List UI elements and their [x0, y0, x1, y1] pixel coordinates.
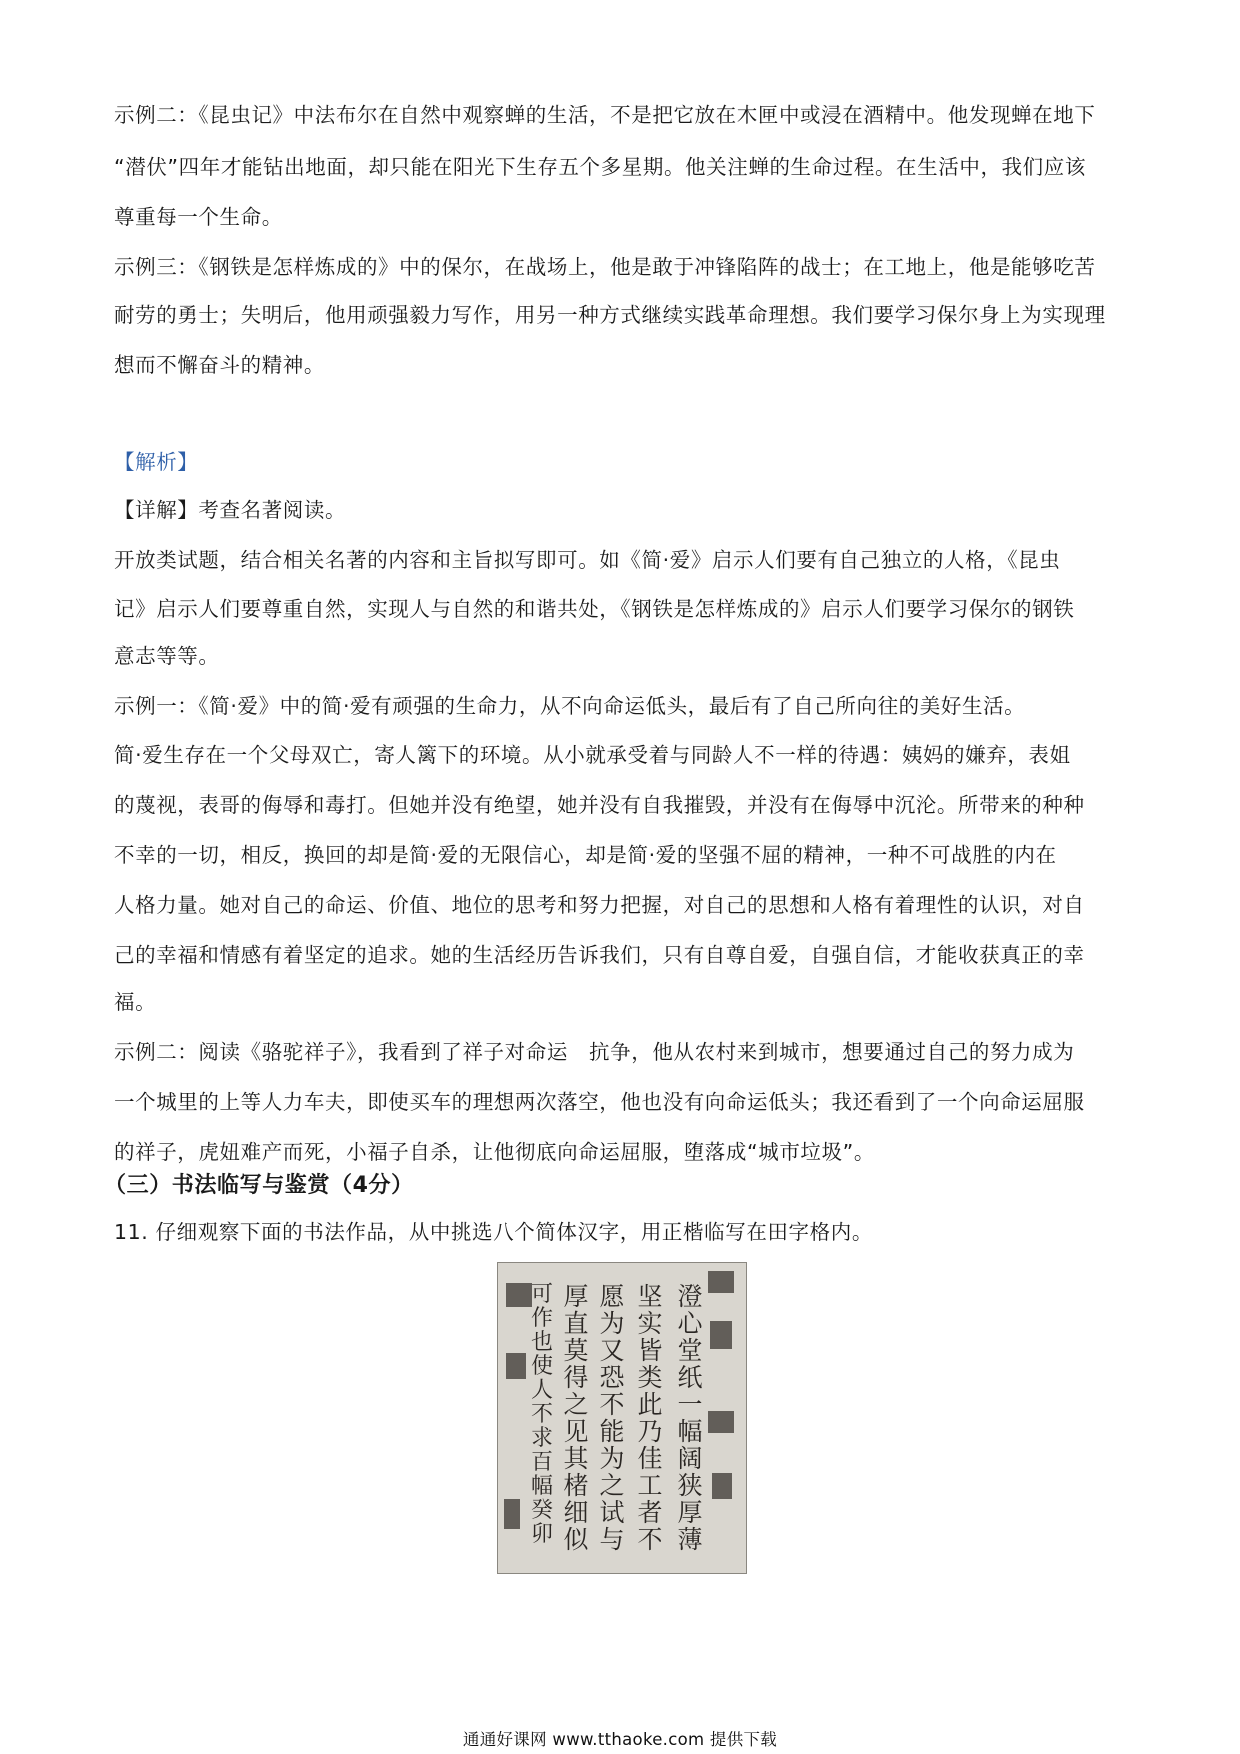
detail-heading: 【详解】考查名著阅读。: [114, 498, 347, 522]
paragraph-line: 己的幸福和情感有着坚定的追求。她的生活经历告诉我们，只有自尊自爱，自强自信，才能收获真正的幸: [114, 943, 1085, 967]
calligraphy-column: 愿为又恐不能为之试与: [599, 1282, 625, 1554]
seal-stamp: [712, 1473, 732, 1499]
calligraphy-image: [497, 1262, 747, 1574]
paragraph-line: 尊重每一个生命。: [114, 205, 283, 229]
paragraph-line: 一个城里的上等人力车夫，即使买车的理想两次落空，他也没有向命运低头；我还看到了一个向命运屈服: [114, 1090, 1085, 1114]
seal-stamp: [504, 1499, 520, 1529]
seal-stamp: [708, 1411, 734, 1433]
calligraphy-column: 可作也使人不求百幅癸卯: [530, 1282, 553, 1547]
paragraph-line: “潜伏”四年才能钻出地面，却只能在阳光下生存五个多星期。他关注蝉的生命过程。在生活中，我们应该: [114, 155, 1086, 179]
paragraph-line: 人格力量。她对自己的命运、价值、地位的思考和努力把握，对自己的思想和人格有着理性的认识，对自: [114, 893, 1085, 917]
paragraph-line: 示例三：《钢铁是怎样炼成的》中的保尔，在战场上，他是敢于冲锋陷阵的战士；在工地上，他是能够吃苦: [114, 255, 1096, 279]
paragraph-line: 想而不懈奋斗的精神。: [114, 353, 325, 377]
question-text: 11. 仔细观察下面的书法作品，从中挑选八个简体汉字，用正楷临写在田字格内。: [114, 1220, 873, 1244]
seal-stamp: [506, 1353, 526, 1379]
calligraphy-column: 坚实皆类此乃佳工者不: [637, 1282, 663, 1554]
paragraph-line: 记》启示人们要尊重自然，实现人与自然的和谐共处，《钢铁是怎样炼成的》启示人们要学习保尔的钢铁: [114, 597, 1075, 621]
seal-stamp: [708, 1271, 734, 1293]
paragraph-line: 示例二：《昆虫记》中法布尔在自然中观察蝉的生活，不是把它放在木匣中或浸在酒精中。他发现蝉在地下: [114, 103, 1096, 127]
paragraph-line: 福。: [114, 990, 157, 1014]
page-footer: 通通好课网 www.tthaoke.com 提供下载: [462, 1730, 778, 1749]
calligraphy-column: 厚直莫得之见其楮细似: [563, 1282, 589, 1554]
seal-stamp: [710, 1321, 732, 1349]
calligraphy-column: 澄心堂纸一幅阔狭厚薄: [677, 1282, 703, 1554]
paragraph-line: 示例二：阅读《骆驼祥子》，我看到了祥子对命运 抗争，他从农村来到城市，想要通过自己的努力成为: [114, 1040, 1075, 1064]
paragraph-line: 简·爱生存在一个父母双亡，寄人篱下的环境。从小就承受着与同龄人不一样的待遇：姨妈的嫌弃，表姐: [114, 743, 1071, 767]
paragraph-line: 示例一：《简·爱》中的简·爱有顽强的生命力，从不向命运低头，最后有了自己所向往的美好生活。: [114, 694, 1026, 718]
paragraph-line: 的祥子，虎妞难产而死，小福子自杀，让他彻底向命运屈服，堕落成“城市垃圾”。: [114, 1140, 875, 1164]
section-title: （三）书法临写与鉴赏（4分）: [104, 1173, 414, 1198]
paragraph-line: 意志等等。: [114, 644, 220, 668]
paragraph-line: 耐劳的勇士；失明后，他用顽强毅力写作，用另一种方式继续实践革命理想。我们要学习保尔身上为实现理: [114, 303, 1106, 327]
paragraph-line: 开放类试题，结合相关名著的内容和主旨拟写即可。如《简·爱》启示人们要有自己独立的人格，《昆虫: [114, 548, 1061, 572]
paragraph-line: 的蔑视，表哥的侮辱和毒打。但她并没有绝望，她并没有自我摧毁，并没有在侮辱中沉沦。所带来的种种: [114, 793, 1085, 817]
paragraph-line: 不幸的一切，相反，换回的却是简·爱的无限信心，却是简·爱的坚强不屈的精神，一种不可战胜的内在: [114, 843, 1057, 867]
analysis-heading: 【解析】: [114, 450, 199, 474]
